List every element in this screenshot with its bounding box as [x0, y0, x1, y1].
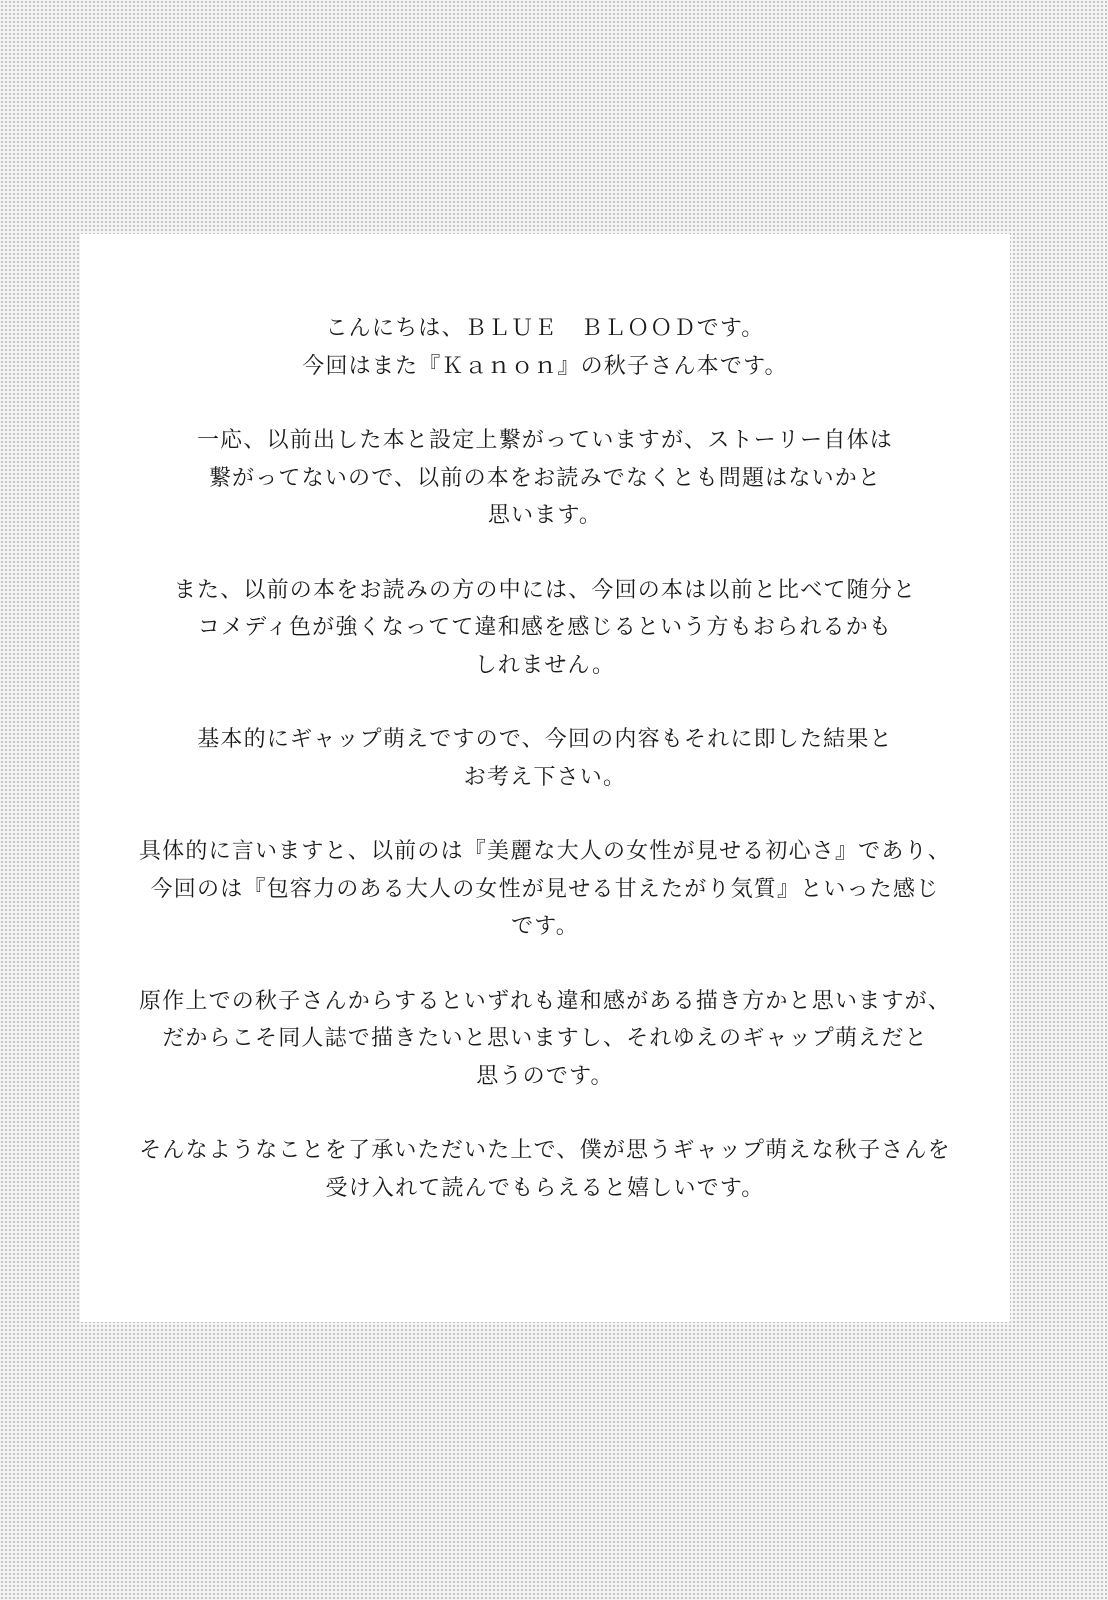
paragraph-comedy-note [80, 572, 1010, 685]
text-line: 今回のは『包容力のある大人の女性が見せる甘えたがり気質』といった感じ [150, 876, 940, 902]
text-line: 思うのです。 [476, 1063, 614, 1089]
paragraph-greeting [80, 310, 1010, 385]
text-line: 原作上での秋子さんからするといずれも違和感がある描き方かと思いますが、 [138, 988, 951, 1014]
text-panel [80, 234, 1010, 1322]
paragraph-comparison [80, 833, 1010, 946]
paragraph-doujinshi-reason [80, 983, 1010, 1096]
text-line: だからこそ同人誌で描きたいと思いますし、それゆえのギャップ萌えだと [162, 1026, 928, 1051]
text-line: 受け入れて読んでもらえると嬉しいです。 [325, 1175, 765, 1201]
paragraph-closing [80, 1132, 1010, 1207]
text-line: お考え下さい。 [463, 764, 627, 790]
text-line: また、以前の本をお読みの方の中には、今回の本は以前と比べて随分と [173, 577, 917, 603]
text-line: 繋がってないので、以前の本をお読みでなくとも問題はないかと [208, 465, 882, 491]
text-line: コメディ色が強くなってて違和感を感じるという方もおられるかも [197, 615, 893, 640]
paragraph-continuity [80, 422, 1010, 535]
paragraph-gap-moe [80, 721, 1010, 796]
text-line: そんなようなことを了承いただいた上で、僕が思うギャップ萌えな秋子さんを [139, 1138, 951, 1163]
text-line: 今回はまた『Ｋａｎｏｎ』の秋子さん本です。 [302, 353, 788, 379]
text-line: 思います。 [487, 503, 603, 528]
text-line: 基本的にギャップ萌えですので、今回の内容もそれに即した結果と [197, 727, 893, 752]
text-line: です。 [511, 914, 579, 939]
text-line: しれません。 [474, 652, 616, 678]
text-line: 具体的に言いますと、以前のは『美麗な大人の女性が見せる初心さ』であり、 [138, 839, 951, 864]
text-line: 一応、以前出した本と設定上繋がっていますが、ストーリー自体は [196, 428, 893, 453]
text-line: こんにちは、ＢＬＵＥ ＢＬＯＯＤです。 [325, 316, 765, 341]
